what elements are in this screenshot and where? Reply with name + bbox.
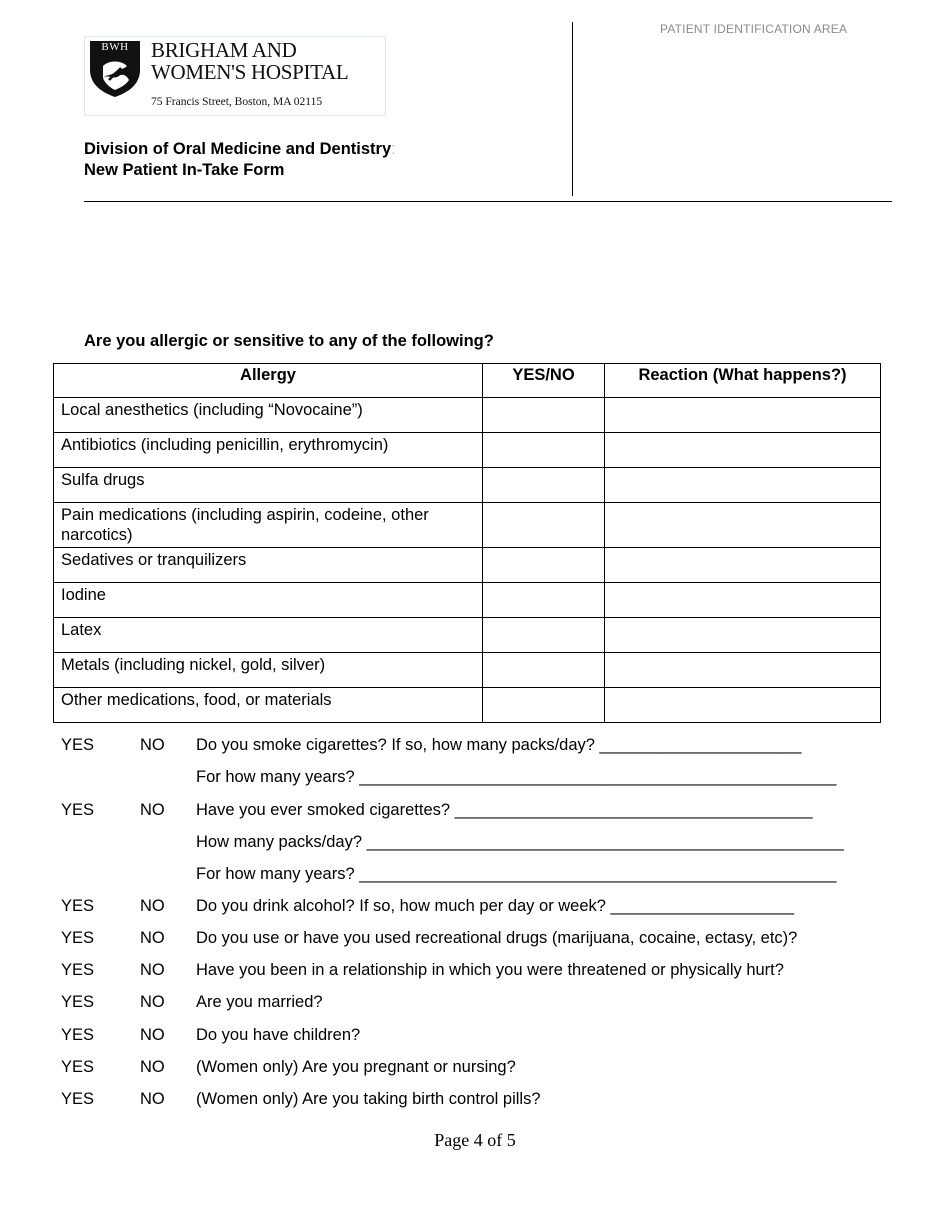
question-text: Do you have children?: [196, 1026, 361, 1044]
no-option[interactable]: NO: [140, 1058, 165, 1076]
division-title-text: Division of Oral Medicine and Dentistry: [84, 140, 392, 158]
question-text: For how many years? ____________________________________________________: [196, 865, 837, 883]
patient-id-label: PATIENT IDENTIFICATION AREA: [660, 22, 848, 36]
reaction-cell[interactable]: [605, 503, 881, 548]
no-option[interactable]: NO: [140, 801, 165, 819]
allergy-name: Latex: [54, 618, 483, 653]
reaction-cell[interactable]: [605, 653, 881, 688]
no-option[interactable]: NO: [140, 993, 165, 1011]
allergy-table: [53, 363, 881, 723]
reaction-cell[interactable]: [605, 548, 881, 583]
colon-mark: :: [391, 140, 396, 158]
yes-option[interactable]: YES: [61, 929, 95, 947]
reaction-cell[interactable]: [605, 433, 881, 468]
reaction-cell[interactable]: [605, 398, 881, 433]
yes-no-cell[interactable]: [483, 688, 605, 723]
question-text: For how many years? ____________________________________________________: [196, 768, 837, 786]
no-option[interactable]: NO: [140, 1090, 165, 1108]
no-option[interactable]: NO: [140, 1026, 165, 1044]
allergy-question: Are you allergic or sensitive to any of the following?: [84, 332, 494, 350]
allergy-name: Antibiotics (including penicillin, erythromycin): [54, 433, 483, 468]
page-number: Page 4 of 5: [434, 1130, 516, 1150]
header-rule: [84, 201, 892, 202]
allergy-name: Metals (including nickel, gold, silver): [54, 653, 483, 688]
question-text: (Women only) Are you taking birth control pills?: [196, 1090, 541, 1108]
allergy-name: Pain medications (including aspirin, codeine, other narcotics): [54, 503, 483, 548]
reaction-cell[interactable]: [605, 583, 881, 618]
table-row: [54, 653, 881, 688]
logo-line-2: WOMEN'S HOSPITAL: [151, 60, 349, 84]
yes-option[interactable]: YES: [61, 801, 95, 819]
hospital-logo: [84, 36, 386, 116]
table-row: [54, 398, 881, 433]
column-header-reaction: Reaction (What happens?): [605, 364, 881, 398]
allergy-name: Sedatives or tranquilizers: [54, 548, 483, 583]
yes-option[interactable]: YES: [61, 897, 95, 915]
logo-line-1: BRIGHAM AND: [151, 38, 297, 62]
column-header-allergy: Allergy: [54, 364, 483, 398]
table-row: [54, 503, 881, 548]
no-option[interactable]: NO: [140, 897, 165, 915]
yes-option[interactable]: YES: [61, 736, 95, 754]
column-header-yes-no: YES/NO: [483, 364, 605, 398]
allergy-name: Sulfa drugs: [54, 468, 483, 503]
no-option[interactable]: NO: [140, 736, 165, 754]
yes-option[interactable]: YES: [61, 1058, 95, 1076]
no-option[interactable]: NO: [140, 929, 165, 947]
yes-option[interactable]: YES: [61, 1026, 95, 1044]
question-text: (Women only) Are you pregnant or nursing?: [196, 1058, 516, 1076]
yes-option[interactable]: YES: [61, 993, 95, 1011]
yes-no-cell[interactable]: [483, 398, 605, 433]
allergy-table-header: [54, 364, 881, 398]
yes-no-cell[interactable]: [483, 618, 605, 653]
question-text: Do you use or have you used recreational drugs (marijuana, cocaine, ectasy, etc)?: [196, 929, 798, 947]
form-title: New Patient In-Take Form: [84, 161, 285, 179]
yes-option[interactable]: YES: [61, 961, 95, 979]
logo-monogram: BWH: [101, 41, 129, 53]
allergy-name: Local anesthetics (including “Novocaine”): [54, 398, 483, 433]
header-divider: [572, 22, 573, 196]
question-text: Do you smoke cigarettes? If so, how many packs/day? ______________________: [196, 736, 802, 754]
yes-no-cell[interactable]: [483, 433, 605, 468]
yes-option[interactable]: YES: [61, 1090, 95, 1108]
yes-no-cell[interactable]: [483, 548, 605, 583]
question-text: How many packs/day? ____________________________________________________: [196, 833, 844, 851]
table-row: [54, 618, 881, 653]
reaction-cell[interactable]: [605, 688, 881, 723]
table-row: [54, 688, 881, 723]
division-title: [84, 140, 396, 159]
question-text: Have you been in a relationship in which you were threatened or physically hurt?: [196, 961, 784, 979]
yes-no-cell[interactable]: [483, 468, 605, 503]
table-row: [54, 468, 881, 503]
allergy-name: Other medications, food, or materials: [54, 688, 483, 723]
table-row: [54, 433, 881, 468]
yes-no-cell[interactable]: [483, 583, 605, 618]
reaction-cell[interactable]: [605, 618, 881, 653]
question-text: Do you drink alcohol? If so, how much per day or week? ____________________: [196, 897, 795, 915]
table-row: [54, 583, 881, 618]
reaction-cell[interactable]: [605, 468, 881, 503]
logo-address: 75 Francis Street, Boston, MA 02115: [151, 96, 323, 108]
question-text: Have you ever smoked cigarettes? _______________________________________: [196, 801, 813, 819]
question-text: Are you married?: [196, 993, 323, 1011]
yes-no-cell[interactable]: [483, 503, 605, 548]
allergy-name: Iodine: [54, 583, 483, 618]
yes-no-cell[interactable]: [483, 653, 605, 688]
no-option[interactable]: NO: [140, 961, 165, 979]
table-row: [54, 548, 881, 583]
